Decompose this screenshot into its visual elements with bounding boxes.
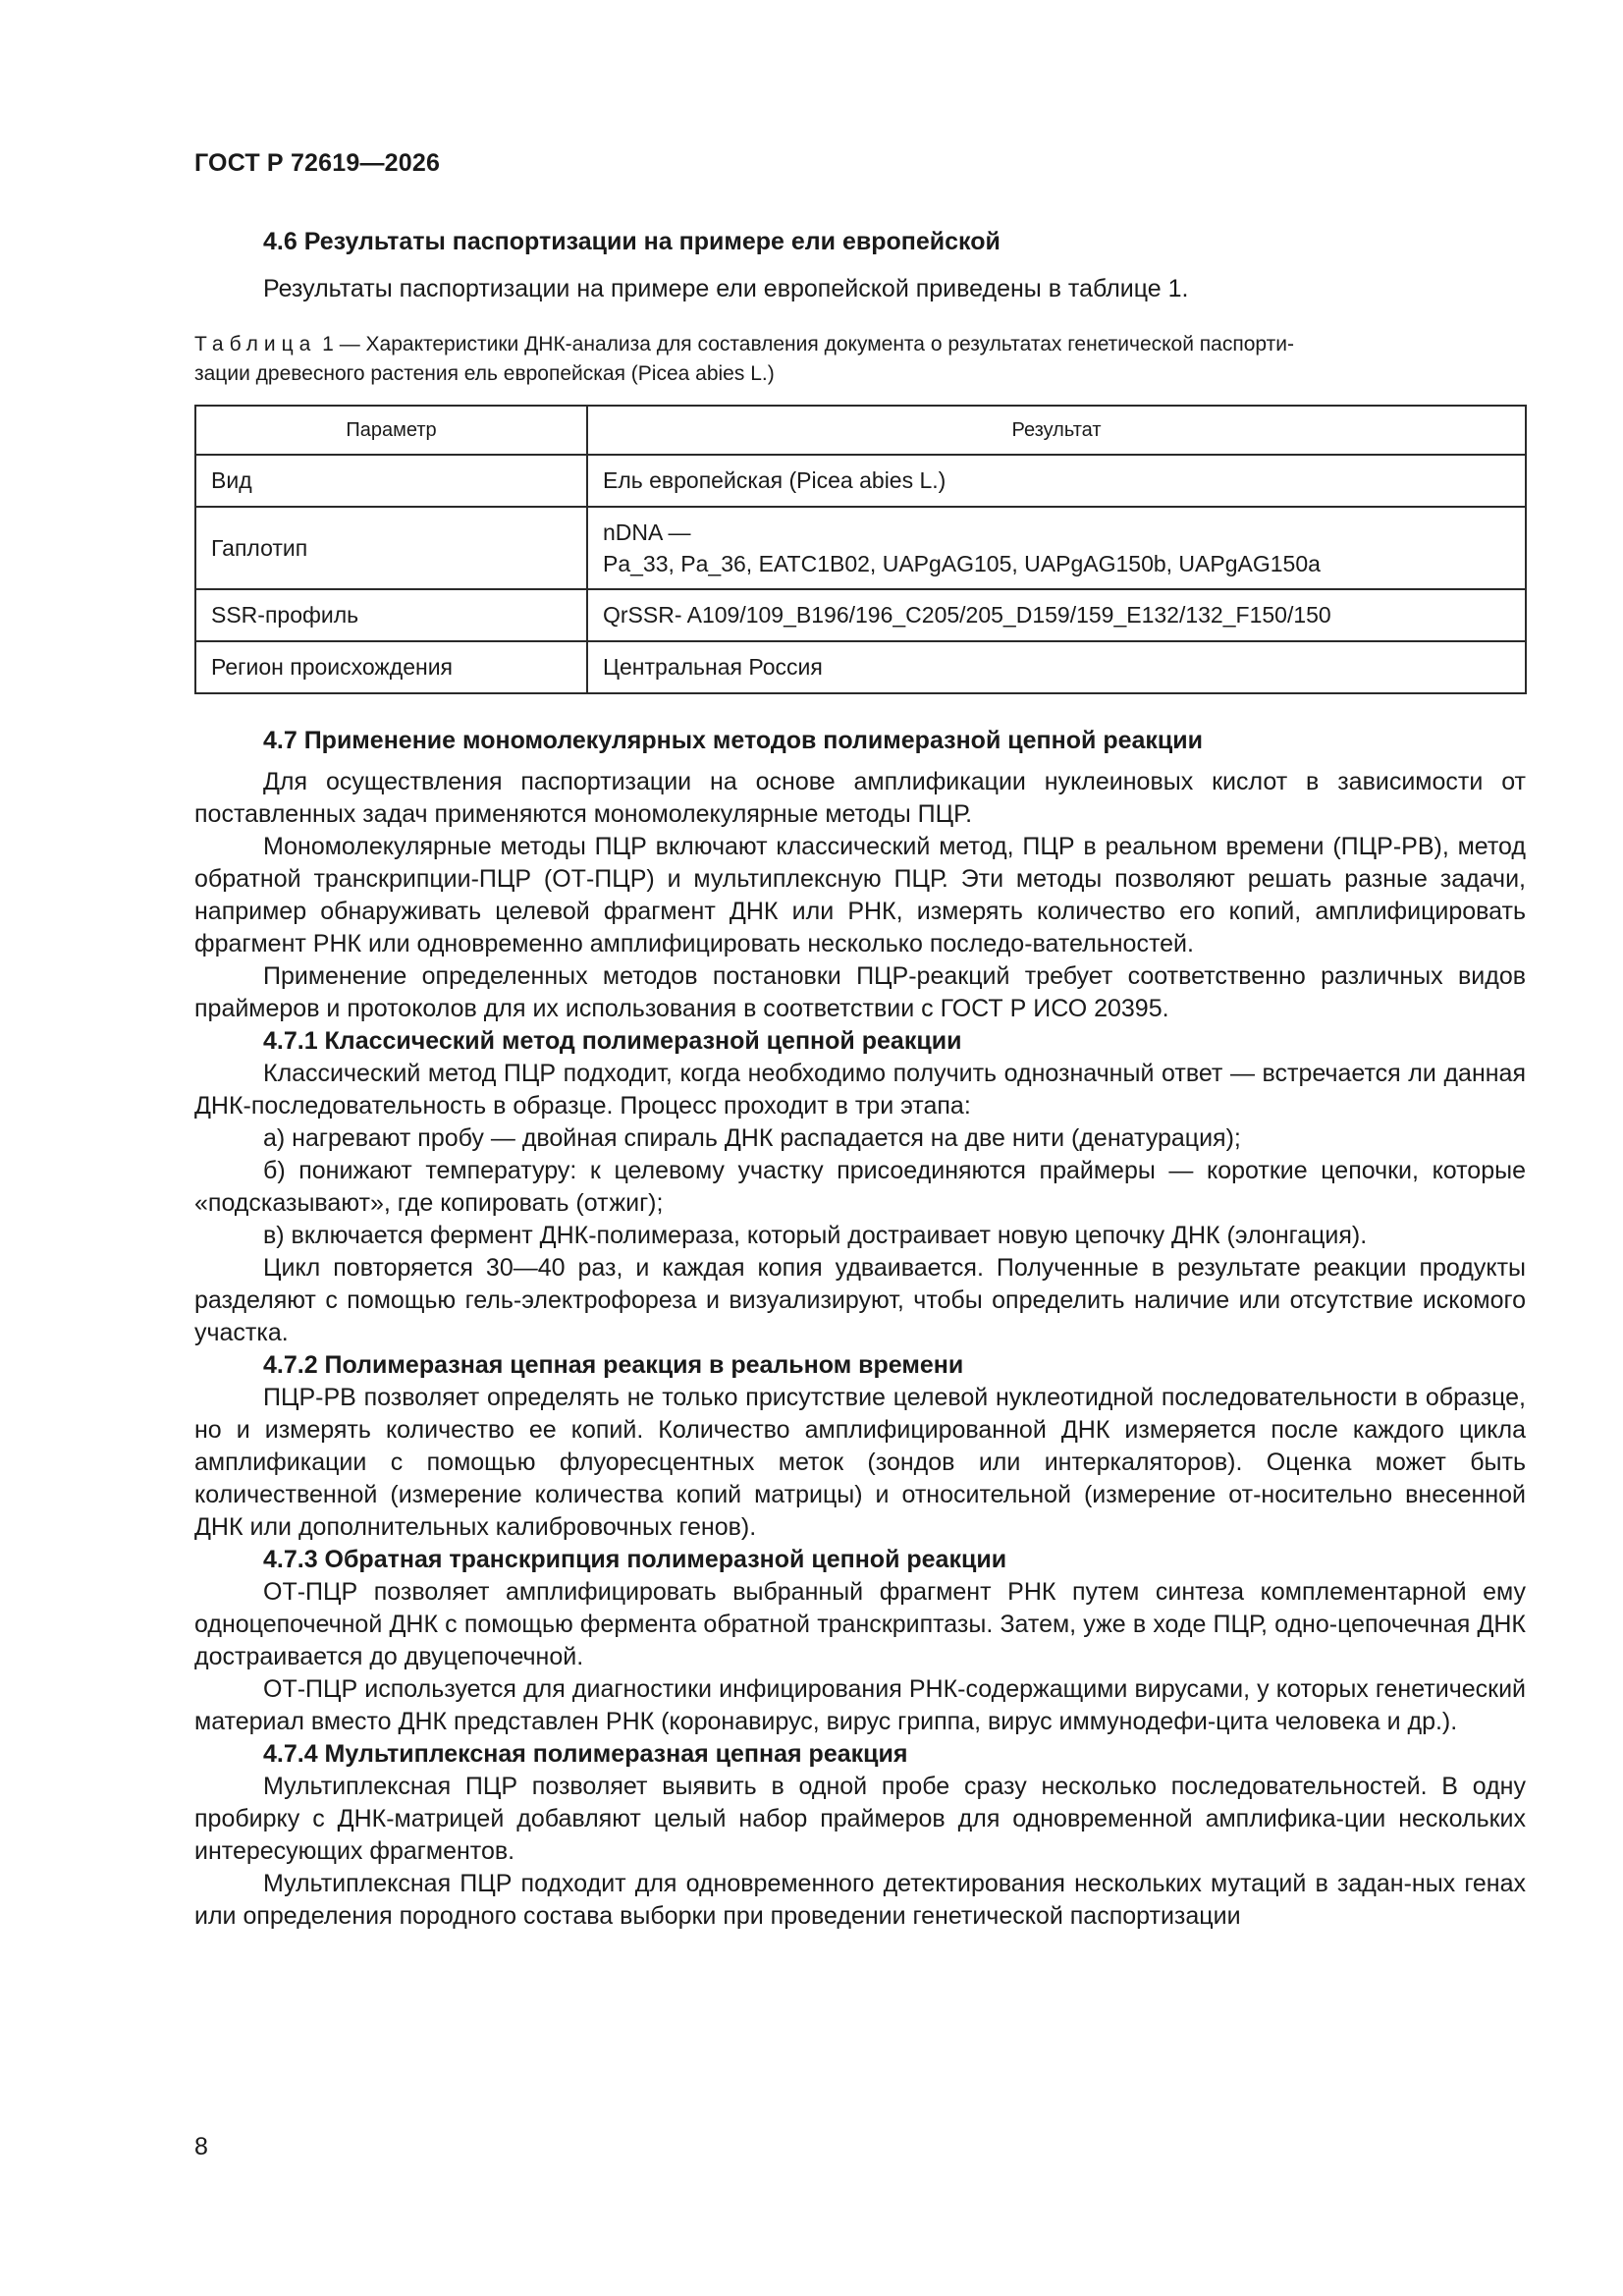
paragraph: ОТ-ПЦР используется для диагностики инфицирования РНК-содержащими вирусами, у которых генетический материал вместо ДНК представлен РНК (коронавирус, вирус гриппа, вирус иммунодефи-цита человека и др.). (194, 1675, 1526, 1735)
paragraph: Классический метод ПЦР подходит, когда необходимо получить однозначный ответ — встречается ли данная ДНК-последовательность в образце. Процесс проходит в три этапа: (194, 1060, 1526, 1120)
table-cell-param: Вид (195, 455, 587, 507)
table-caption-line2: зации древесного растения ель европейская (Picea abies L.) (194, 362, 775, 385)
table-cell-param: Гаплотип (195, 507, 587, 589)
table-row (195, 589, 1526, 641)
table-cell-param: Регион происхождения (195, 641, 587, 693)
section-title-4-7-2: 4.7.2 Полимеразная цепная реакция в реальном времени (263, 1351, 964, 1379)
table-cell-result (587, 507, 1526, 589)
list-item: б) понижают температуру: к целевому участку присоединяются праймеры — короткие цепочки, которые «подсказывают», где копировать (отжиг); (194, 1157, 1526, 1217)
paragraph: ОТ-ПЦР позволяет амплифицировать выбранный фрагмент РНК путем синтеза комплементарной ему одноцепочечной ДНК с помощью фермента обратной транскриптазы. Затем, уже в ходе ПЦР, одно-цепочечная ДНК достраивается до двуцепочечной. (194, 1578, 1526, 1670)
haplotype-line2: Pa_33, Pa_36, EATC1B02, UAPgAG105, UAPgAG150b, UAPgAG150a (603, 551, 1321, 576)
table-caption-text: 1 — Характеристики ДНК-анализа для составления документа о результатах генетической паспорти- (316, 333, 1294, 355)
section-title-4-7: 4.7 Применение мономолекулярных методов полимеразной цепной реакции (263, 727, 1204, 754)
section-title-4-7-4: 4.7.4 Мультиплексная полимеразная цепная реакция (263, 1740, 908, 1768)
paragraph: Мультиплексная ПЦР позволяет выявить в одной пробе сразу несколько последовательностей. В одну пробирку с ДНК-матрицей добавляют целый набор праймеров для одновременной амплифика-ции нескольких интересующих фрагментов. (194, 1773, 1526, 1865)
page-number: 8 (194, 2133, 208, 2160)
haplotype-line1: nDNA — (603, 519, 691, 545)
table-row (195, 455, 1526, 507)
table-cell-result: QrSSR- A109/109_B196/196_C205/205_D159/159_E132/132_F150/150 (587, 589, 1526, 641)
section-title-4-6: 4.6 Результаты паспортизации на примере ели европейской (263, 228, 1001, 255)
section-intro-4-6: Результаты паспортизации на примере ели европейской приведены в таблице 1. (263, 275, 1189, 302)
paragraph: Цикл повторяется 30—40 раз, и каждая копия удваивается. Полученные в результате реакции продукты разделяют с помощью гель-электрофореза и визуализируют, чтобы определить наличие или отсутствие искомого участка. (194, 1254, 1526, 1346)
table-row (195, 507, 1526, 589)
table-header-parameter: Параметр (195, 406, 587, 455)
paragraph: Мультиплексная ПЦР подходит для одновременного детектирования нескольких мутаций в задан-ных генах или определения породного состава выборки при проведении генетической паспортизации (194, 1870, 1526, 1930)
list-item: а) нагревают пробу — двойная спираль ДНК распадается на две нити (денатурация); (263, 1124, 1241, 1152)
table-caption-label: Таблица (194, 333, 317, 355)
table-header-result: Результат (587, 406, 1526, 455)
table-cell-result: Ель европейская (Picea abies L.) (587, 455, 1526, 507)
table-header-row (195, 406, 1526, 455)
table-cell-result: Центральная Россия (587, 641, 1526, 693)
paragraph: Применение определенных методов постановки ПЦР-реакций требует соответственно различных видов праймеров и протоколов для их использования в соответствии с ГОСТ Р ИСО 20395. (194, 962, 1526, 1022)
characteristics-table (194, 405, 1527, 694)
paragraph: Для осуществления паспортизации на основе амплификации нуклеиновых кислот в зависимости от поставленных задач применяются мономолекулярные методы ПЦР. (194, 768, 1526, 828)
page-header: ГОСТ Р 72619—2026 (194, 149, 441, 177)
paragraph: Мономолекулярные методы ПЦР включают классический метод, ПЦР в реальном времени (ПЦР-РВ), метод обратной транскрипции-ПЦР (ОТ-ПЦР) и мультиплексную ПЦР. Эти методы позволяют решать разные задачи, например обнаруживать целевой фрагмент ДНК или РНК, измерять количество его копий, амплифицировать фрагмент РНК или одновременно амплифицировать несколько последо-вательностей. (194, 833, 1526, 957)
body-text (194, 766, 1526, 1933)
section-title-4-7-3: 4.7.3 Обратная транскрипция полимеразной цепной реакции (263, 1546, 1007, 1573)
table-row (195, 641, 1526, 693)
section-title-4-7-1: 4.7.1 Классический метод полимеразной цепной реакции (263, 1027, 962, 1055)
list-item: в) включается фермент ДНК-полимераза, который достраивает новую цепочку ДНК (элонгация). (263, 1222, 1368, 1249)
paragraph: ПЦР-РВ позволяет определять не только присутствие целевой нуклеотидной последовательности в образце, но и измерять количество ее копий. Количество амплифицированной ДНК измеряется после каждого цикла амплификации с помощью флуоресцентных меток (зондов или интеркаляторов). Оценка может быть количественной (измерение количества копий матрицы) и относительной (измерение от-носительно внесенной ДНК или дополнительных калибровочных генов). (194, 1384, 1526, 1541)
table-cell-param: SSR-профиль (195, 589, 587, 641)
table-caption (194, 330, 1526, 389)
